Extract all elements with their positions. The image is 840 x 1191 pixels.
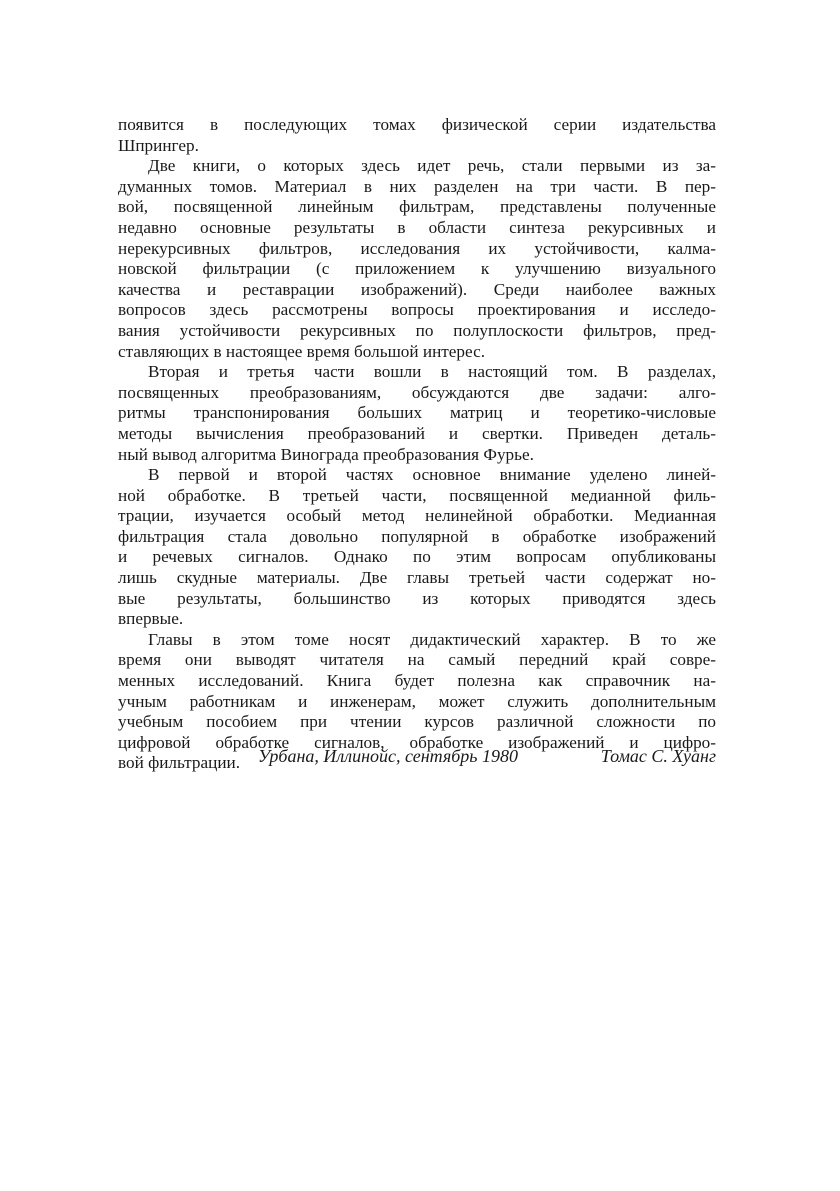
text-line: учным работникам и инженерам, может служить дополнительным xyxy=(118,691,716,711)
text-line: вой фильтрации. xyxy=(118,753,241,773)
text-line: ставляющих в настоящее время большой интерес. xyxy=(118,341,486,361)
text-line: трации, изучается особый метод нелинейной обработки. Медианная xyxy=(118,506,716,526)
text-line: Вторая и третья части вошли в настоящий том. В разделах, xyxy=(148,362,716,382)
text-line: качества и реставрации изображений). Среди наиболее важных xyxy=(118,279,716,299)
text-line: Две книги, о которых здесь идет речь, стали первыми из за- xyxy=(148,156,716,176)
text-line: вой, посвященной линейным фильтрам, представлены полученные xyxy=(118,197,716,217)
signature-line xyxy=(258,746,716,767)
text-line: ный вывод алгоритма Винограда преобразования Фурье. xyxy=(118,444,534,464)
body-text xyxy=(118,115,716,774)
text-line: посвященных преобразованиям, обсуждаются две задачи: алго- xyxy=(118,382,716,402)
text-line: Главы в этом томе носят дидактический характер. В то же xyxy=(148,629,716,649)
paragraph xyxy=(118,156,716,362)
text-line: вопросов здесь рассмотрены вопросы проектирования и исследо- xyxy=(118,300,716,320)
text-line: В первой и второй частях основное внимание уделено линей- xyxy=(148,465,716,485)
paragraph xyxy=(118,465,716,630)
paragraph xyxy=(118,115,716,156)
signature-place-date: Урбана, Иллинойс, сентябрь 1980 xyxy=(258,746,518,766)
text-line: Шпрингер. xyxy=(118,135,199,155)
text-line: ритмы транспонирования больших матриц и теоретико-числовые xyxy=(118,403,716,423)
text-line: фильтрация стала довольно популярной в обработке изображений xyxy=(118,526,716,546)
text-line: нерекурсивных фильтров, исследования их устойчивости, калма- xyxy=(118,238,716,258)
paragraph xyxy=(118,362,716,465)
text-line: впервые. xyxy=(118,609,184,629)
signature-author: Томас С. Хуанг xyxy=(600,746,716,766)
text-line: появится в последующих томах физической серии издательства xyxy=(118,115,716,134)
text-line: вания устойчивости рекурсивных по полуплоскости фильтров, пред- xyxy=(118,320,716,340)
text-line: вые результаты, большинство из которых приводятся здесь xyxy=(118,588,716,608)
text-line: методы вычисления преобразований и свертки. Приведен деталь- xyxy=(118,423,716,443)
text-line: ной обработке. В третьей части, посвященной медианной филь- xyxy=(118,485,716,505)
text-line: недавно основные результаты в области синтеза рекурсивных и xyxy=(118,217,716,237)
text-line: время они выводят читателя на самый передний край совре- xyxy=(118,650,716,670)
text-line: новской фильтрации (с приложением к улучшению визуального xyxy=(118,259,716,279)
text-line: менных исследований. Книга будет полезна как справочник на- xyxy=(118,671,716,691)
text-line: лишь скудные материалы. Две главы третьей части содержат но- xyxy=(118,568,716,588)
text-line: цифровой обработке сигналов, обработке изображений и цифро- xyxy=(118,732,716,752)
text-line: учебным пособием при чтении курсов различной сложности по xyxy=(118,712,716,732)
text-line: и речевых сигналов. Однако по этим вопросам опубликованы xyxy=(118,547,716,567)
text-line: думанных томов. Материал в них разделен на три части. В пер- xyxy=(118,176,716,196)
